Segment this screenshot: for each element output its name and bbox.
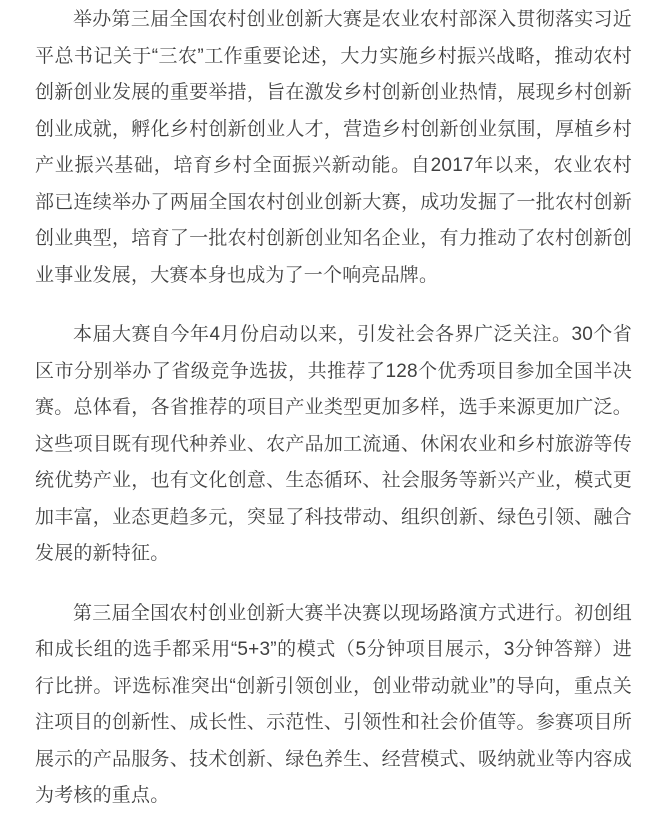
article-paragraph: 举办第三届全国农村创业创新大赛是农业农村部深入贯彻落实习近平总书记关于“三农”工作重要论述，大力实施乡村振兴战略，推动农村创新创业发展的重要举措，旨在激发乡村创新创业热情，展现乡村创新创业成就，孵化乡村创新创业人才，营造乡村创新创业氛围，厚植乡村产业振兴基础，培育乡村全面振兴新动能。自2017年以来，农业农村部已连续举办了两届全国农村创业创新大赛，成功发掘了一批农村创新创业典型，培育了一批农村创新创业知名企业，有力推动了农村创新创业事业发展，大赛本身也成为了一个响亮品牌。: [35, 9, 632, 286]
article-paragraph: 第三届全国农村创业创新大赛半决赛以现场路演方式进行。初创组和成长组的选手都采用“5+3”的模式（5分钟项目展示，3分钟答辩）进行比拼。评选标准突出“创新引领创业，创业带动就业”的导向，重点关注项目的创新性、成长性、示范性、引领性和社会价值等。参赛项目所展示的产品服务、技术创新、绿色养生、经营模式、吸纳就业等内容成为考核的重点。: [35, 602, 632, 806]
article-paragraph: 本届大赛自今年4月份启动以来，引发社会各界广泛关注。30个省区市分别举办了省级竞争选拔，共推荐了128个优秀项目参加全国半决赛。总体看，各省推荐的项目产业类型更加多样，选手来源更加广泛。这些项目既有现代种养业、农产品加工流通、休闲农业和乡村旅游等传统优势产业，也有文化创意、生态循环、社会服务等新兴产业，模式更加丰富，业态更趋多元，突显了科技带动、组织创新、绿色引领、融合发展的新特征。: [35, 324, 632, 564]
